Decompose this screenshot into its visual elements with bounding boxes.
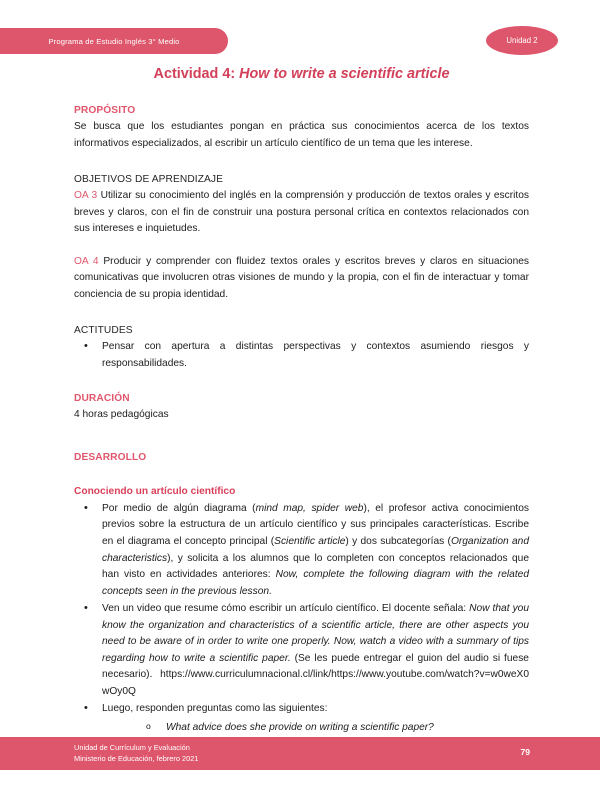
duracion-text: 4 horas pedagógicas [74,409,169,421]
list-item: o What advice does she provide on writing a scientific paper? [102,719,529,736]
oa3-text: Utilizar su conocimiento del inglés en la comprensión y producción de textos orales y escritos breves y claros, con el fin de construir una postura personal crítica en contextos relacionados con sus intereses e inquietudes. [74,190,529,235]
footer-line-2: Ministerio de Educación, febrero 2021 [74,754,199,764]
spacer [74,240,529,254]
page-title-italic: How to write a scientific article [239,66,450,82]
unit-badge [486,26,558,55]
oa3-tag: OA 3 [74,190,98,202]
page-title [74,66,529,83]
unit-badge-label: Unidad 2 [506,36,538,45]
bullet1-italic2: Scientific article [274,535,346,547]
page-footer [0,737,600,770]
section-heading-objetivos: OBJETIVOS DE APRENDIZAJE [74,174,224,186]
bullet1-italic1: mind map, spider web [255,502,364,514]
desarrollo-bullet-list [74,501,529,770]
spacer [74,373,529,393]
list-item: • Pensar con apertura a distintas perspectivas y contextos asumiendo riesgos y responsabilidades. [74,339,529,372]
list-item [74,601,529,700]
video-link[interactable]: https://www.curriculumnacional.cl/link/https://www.youtube.com/watch?v=w0weX0wOy0Q [102,669,529,697]
section-heading-duracion: DURACIÓN [74,393,130,405]
list-item [74,501,529,600]
bullet1-part4: ), y solicita a los alumnos que lo completen con conceptos relacionados que han visto en actividades anteriores: [102,552,529,581]
spacer [74,154,529,174]
document-body [74,66,529,771]
section-heading-actitudes: ACTITUDES [74,325,133,337]
bullet1-part2: ), el profesor activa conocimientos previos sobre la estructura de un artículo científico y sus principales características. Escribe en el diagrama el concepto principal ( [102,502,529,547]
bullet2-part1: Ven un video que resume cómo escribir un artículo científico. El docente señala: [102,603,470,615]
section-heading-proposito: PROPÓSITO [74,105,136,117]
oa4-text: Producir y comprender con fluidez textos orales y escritos breves y claros en situaciones comunicativas que involucren otras visiones de mundo y la propia, con el fin de interactuar y tomar conciencia de su propia identidad. [74,255,530,300]
page-number: 79 [520,747,530,757]
footer-line-1: Unidad de Currículum y Evaluación [74,743,190,752]
actitudes-list [74,339,529,372]
page-title-prefix: Actividad 4: [153,66,240,82]
bullet1-italic3: Organization and characteristics [102,535,530,564]
bullet1-italic4: Now, complete the following diagram with the related concepts seen in the previous lesson. [102,569,529,597]
bullet1-part3: ) y dos subcategorías ( [345,535,451,547]
program-tab [0,28,228,54]
oa4-tag: OA 4 [74,255,99,267]
section-heading-desarrollo: DESARROLLO [74,451,147,463]
bullet2-italic1: Now that you know the organization and characteristics of a scientific article, there are other aspects you need to be aware of in order to write one properly. Now, watch a video with a summary of tips regarding how to write a scientific paper. [102,603,529,664]
spacer [74,305,529,325]
footer-institution [74,742,198,765]
oa3-paragraph [74,188,529,238]
spacer [74,426,529,452]
subheading-conociendo: Conociendo un artículo científico [74,485,236,497]
bullet3-text: Luego, responden preguntas como las siguientes: [102,703,328,715]
oa4-paragraph [74,254,529,304]
spacer [74,466,529,486]
proposito-text: Se busca que los estudiantes pongan en práctica sus conocimientos acerca de los textos informativos especializados, al escribir un artículo científico de un tema que les interese. [74,121,529,149]
program-tab-label: Programa de Estudio Inglés 3° Medio [48,36,180,46]
page-header [0,28,600,54]
bullet1-part1: Por medio de algún diagrama ( [102,502,256,514]
bullet2-part2: (Se les puede entregar el guion del audio si fuese necesario). [102,652,529,681]
